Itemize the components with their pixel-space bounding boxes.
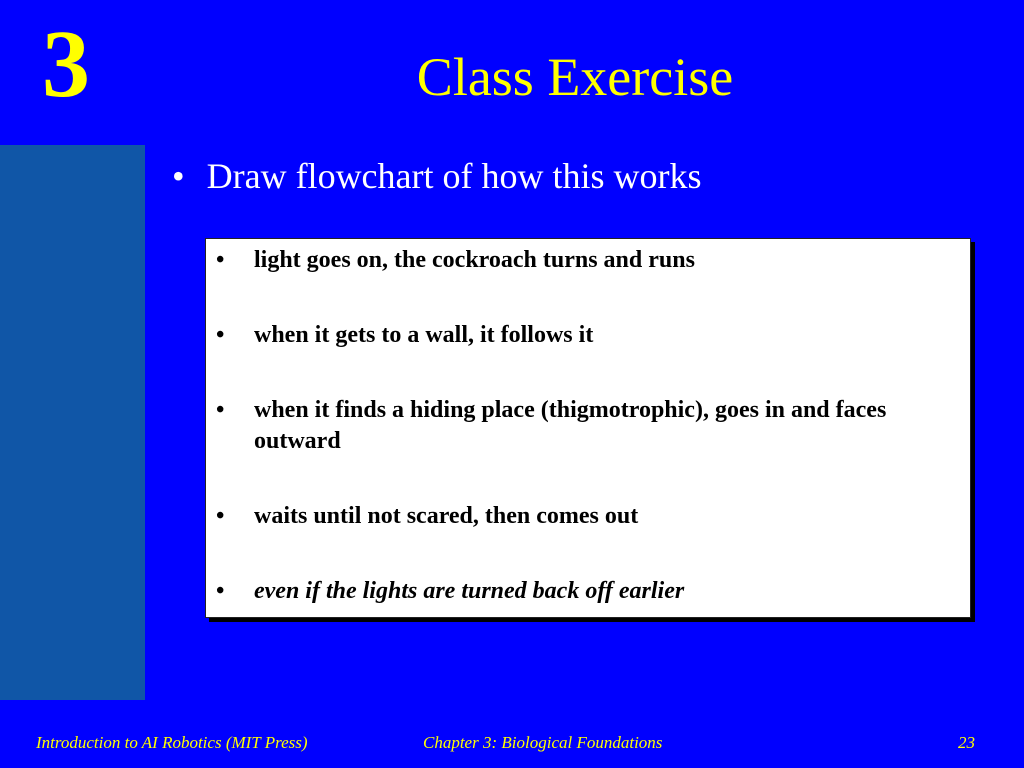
- bullet-marker: •: [172, 156, 185, 196]
- list-item: [216, 576, 942, 607]
- bullet-marker: •: [216, 397, 225, 423]
- page-number: 23: [958, 733, 975, 752]
- bullet-marker: •: [216, 578, 225, 604]
- bullet-marker: •: [216, 503, 225, 529]
- list-item-text: when it gets to a wall, it follows it: [254, 322, 594, 348]
- bullet-marker: •: [216, 322, 225, 348]
- footer-book-title: Introduction to AI Robotics (MIT Press): [36, 733, 308, 752]
- list-item-text: waits until not scared, then comes out: [254, 503, 639, 529]
- list-item: [216, 395, 942, 457]
- list-item: [216, 320, 942, 351]
- footer-chapter: Chapter 3: Biological Foundations: [423, 733, 663, 752]
- slide-title: Class Exercise: [416, 47, 734, 107]
- list-item: [216, 501, 942, 532]
- list-item-text: light goes on, the cockroach turns and runs: [254, 247, 695, 273]
- list-item: [216, 245, 942, 276]
- side-panel: [0, 145, 145, 700]
- main-bullet-item: [172, 155, 702, 198]
- chapter-number: 3: [42, 10, 90, 117]
- behavior-text-box: [205, 238, 971, 618]
- list-item-text: when it finds a hiding place (thigmotrophic), goes in and faces outward: [254, 397, 887, 454]
- list-item-text: even if the lights are turned back off earlier: [254, 578, 685, 604]
- bullet-marker: •: [216, 247, 225, 273]
- main-bullet-text: Draw flowchart of how this works: [206, 156, 702, 196]
